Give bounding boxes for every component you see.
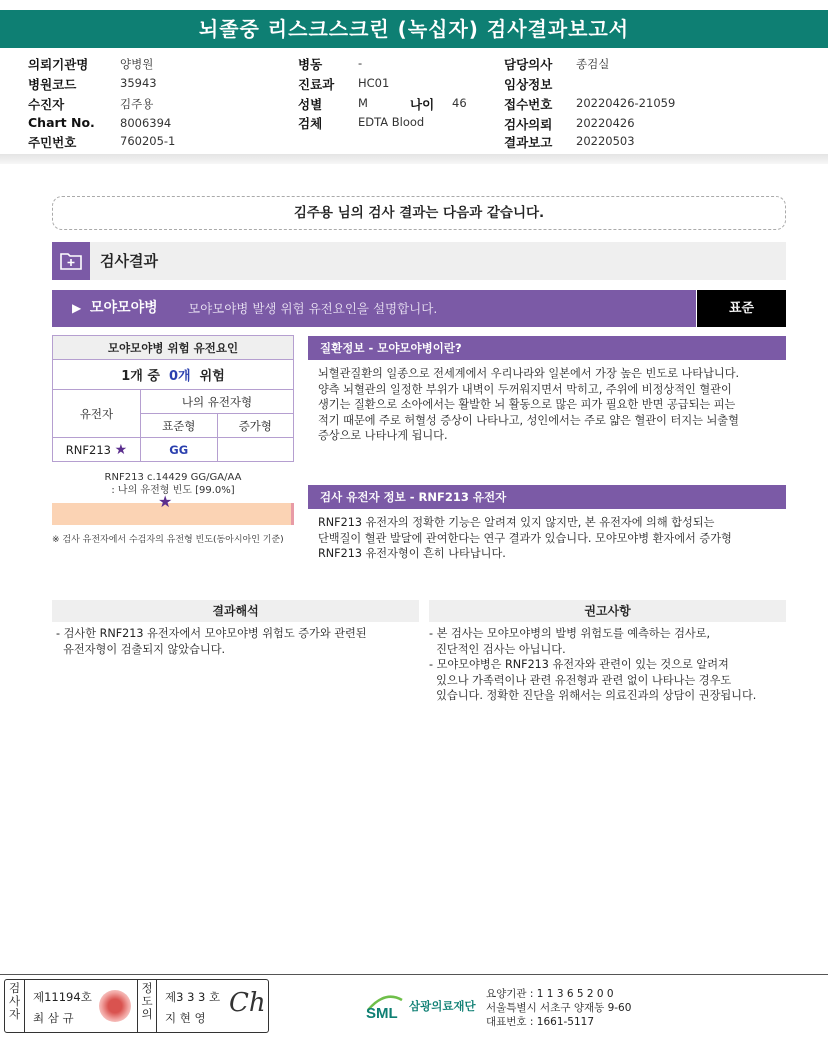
recommendation-header: 권고사항 (429, 600, 786, 622)
result-badge: 표준 (697, 290, 786, 327)
signature: Ch (229, 988, 266, 1018)
gene-info-header: 검사 유전자 정보 - RNF213 유전자 (308, 485, 786, 509)
star-icon: ★ (158, 492, 173, 511)
increased-genotype (217, 438, 294, 462)
gene-cell (53, 438, 141, 462)
section-header (52, 242, 786, 280)
info-value: 760205-1 (120, 134, 176, 148)
info-value: 종검실 (576, 57, 610, 71)
risk-table-header: 모야모야병 위험 유전요인 (53, 336, 294, 360)
standard-col-header: 표준형 (141, 414, 218, 438)
age-value: 46 (452, 96, 467, 110)
gene-info-body (318, 515, 784, 562)
text-line: 적기 때문에 주로 허혈성 증상이 나타나고, 성인에서는 주로 얇은 혈관이 터지는 뇌출혈 (318, 413, 739, 427)
frequency-note: ※ 검사 유전자에서 수검자의 유전형 빈도(동아시아인 기준) (52, 535, 284, 545)
info-label: 진료과 (298, 77, 335, 92)
info-label: 수진자 (28, 97, 65, 112)
risk-table (52, 335, 294, 462)
count-suffix: 위험 (199, 369, 225, 384)
age-label: 나이 (410, 97, 435, 112)
frequency-bar (52, 503, 294, 525)
recommendation-body (429, 626, 786, 704)
text-line: - 본 검사는 모야모야병의 발병 위험도를 예측하는 검사로, (429, 627, 711, 640)
reviewer-name: 지 현 영 (165, 1011, 206, 1025)
count-prefix: 1개 중 (121, 369, 160, 384)
info-value: 8006394 (120, 116, 172, 130)
seal-icon (99, 990, 131, 1022)
text-line: RNF213 유전자형이 흔히 나타납니다. (318, 547, 506, 560)
frequency-line: RNF213 c.14429 GG/GA/AA (104, 472, 242, 483)
text-line: - 검사한 RNF213 유전자에서 모야모야병 위험도 증가와 관련된 (56, 627, 367, 640)
inspector-name: 최 삼 규 (33, 1011, 74, 1025)
text-line: 있으나 가족력이나 관련 유전형과 관련 없이 나타나는 경우도 (429, 673, 732, 687)
disease-info-header: 질환정보 - 모야모야병이란? (308, 336, 786, 360)
disease-info-body (318, 366, 784, 444)
report-title: 뇌졸중 리스크스크린 (녹십자) 검사결과보고서 (0, 10, 828, 48)
text-line: 진단적인 검사는 아닙니다. (429, 642, 566, 656)
text-line: - 모야모야병은 RNF213 유전자와 관련이 있는 것으로 알려져 (429, 658, 729, 671)
disease-bar (52, 290, 696, 327)
reviewer-label: 정 도 의 (137, 980, 157, 1032)
frequency-text (52, 471, 294, 497)
info-label: 검체 (298, 116, 323, 131)
info-value: 20220426-21059 (576, 96, 676, 110)
info-value: 김주용 (120, 97, 154, 111)
info-value: 20220503 (576, 134, 635, 148)
count-value: 0개 (168, 369, 191, 384)
increased-col-header: 증가형 (217, 414, 294, 438)
text-line: 양측 뇌혈관의 일정한 부위가 내벽이 두꺼워지면서 막히고, 주위에 비정상적인 혈관이 (318, 382, 732, 396)
text-line: 증상으로 나타나게 됩니다. (318, 429, 448, 442)
info-label: 접수번호 (504, 97, 553, 112)
disease-name: 모야모야병 (90, 300, 158, 316)
sml-logo-icon (364, 988, 406, 1022)
info-label: 성별 (298, 97, 323, 112)
interpretation-header: 결과해석 (52, 600, 419, 622)
info-label: 결과보고 (504, 135, 553, 150)
footer-divider (0, 974, 828, 975)
text-line: 단백질이 혈관 발달에 관여한다는 연구 결과가 있습니다. 모야모야병 환자에서 증가형 (318, 531, 732, 545)
company-address (486, 987, 631, 1029)
info-value: EDTA Blood (358, 115, 425, 129)
header-divider (0, 154, 828, 164)
company-name: 삼광의료재단 (409, 999, 476, 1013)
inspector-number: 제11194호 (33, 990, 92, 1004)
genotype-header: 나의 유전자형 (141, 390, 294, 414)
interpretation-body (56, 626, 419, 657)
section-title: 검사결과 (100, 252, 158, 270)
frequency-line: : 나의 유전형 빈도 [99.0%] (111, 485, 235, 496)
info-label: Chart No. (28, 115, 95, 130)
info-label: 병동 (298, 57, 323, 72)
info-label: 담당의사 (504, 57, 553, 72)
info-label: 주민번호 (28, 135, 77, 150)
patient-info (0, 55, 828, 151)
info-value: 양병원 (120, 57, 154, 71)
text-line: 뇌혈관질환의 일종으로 전세계에서 우리나라와 일본에서 가장 높은 빈도로 나타납니다. (318, 367, 740, 380)
disease-description: 모야모야병 발생 위험 유전요인을 설명합니다. (188, 301, 438, 316)
info-label: 병원코드 (28, 77, 77, 92)
text-line: RNF213 유전자의 정확한 기능은 알려져 있지 않지만, 본 유전자에 의해 합성되는 (318, 516, 715, 529)
inspector-label: 검 사 자 (5, 980, 25, 1032)
signature-box (4, 979, 269, 1033)
folder-plus-icon (52, 242, 90, 280)
info-value: 20220426 (576, 116, 635, 130)
text-line: 생기는 질환으로 소아에서는 활발한 뇌 활동으로 많은 피가 필요한 반면 공급되는 피는 (318, 398, 736, 411)
text-line: 있습니다. 정확한 진단을 위해서는 의료진과의 상담이 권장됩니다. (429, 689, 757, 702)
info-label: 의뢰기관명 (28, 57, 89, 72)
info-label: 임상정보 (504, 77, 553, 92)
info-label: 검사의뢰 (504, 117, 553, 132)
info-value: 35943 (120, 76, 157, 90)
info-value: - (358, 56, 363, 70)
standard-genotype: GG (141, 438, 218, 462)
gene-name: RNF213 (65, 442, 111, 457)
logo-text: SML (366, 1005, 398, 1022)
info-value: HC01 (358, 76, 390, 90)
reviewer-number: 제3 3 3 호 (165, 990, 221, 1004)
address-line: 대표번호 : 1661-5117 (486, 1016, 595, 1028)
play-arrow-icon: ▶ (72, 301, 82, 315)
risk-count (53, 360, 294, 390)
address-line: 서울특별시 서초구 양재동 9-60 (486, 1002, 632, 1014)
text-line: 유전자형이 검출되지 않았습니다. (56, 642, 226, 656)
gene-header: 유전자 (53, 390, 141, 438)
info-value: M (358, 96, 368, 110)
result-summary: 김주용 님의 검사 결과는 다음과 같습니다. (52, 196, 786, 230)
address-line: 요양기관 : 1 1 3 6 5 2 0 0 (486, 988, 614, 1000)
star-icon: ★ (114, 441, 128, 458)
